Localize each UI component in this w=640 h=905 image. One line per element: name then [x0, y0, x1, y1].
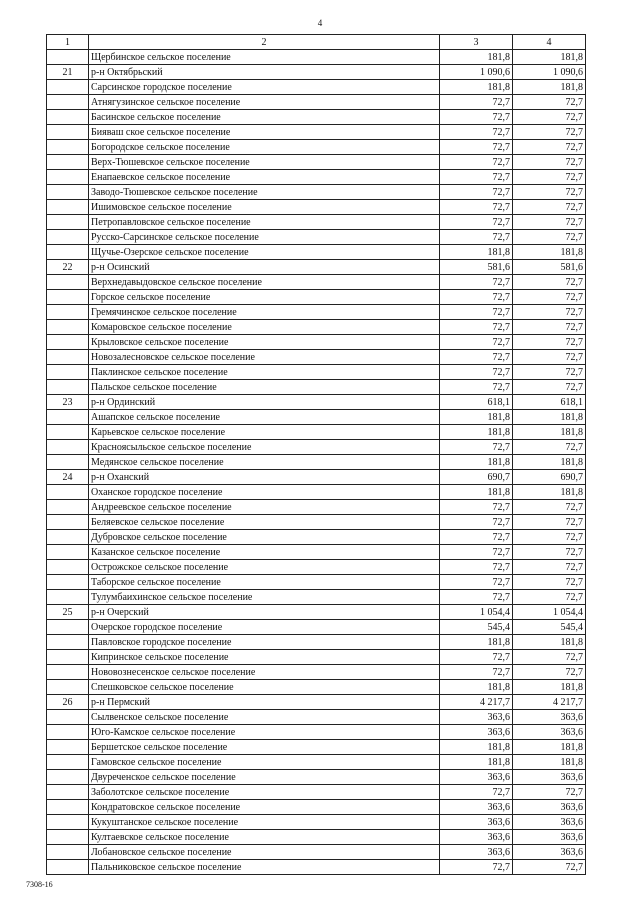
- value-col-3: 72,7: [440, 305, 513, 320]
- row-number: [47, 380, 89, 395]
- row-number: [47, 830, 89, 845]
- settlement-name: Горское сельское поселение: [89, 290, 440, 305]
- value-col-4: 72,7: [513, 200, 586, 215]
- row-number: [47, 425, 89, 440]
- table-body: [47, 35, 586, 875]
- settlement-name: Лобановское сельское поселение: [89, 845, 440, 860]
- table-row: [47, 215, 586, 230]
- value-col-4: 181,8: [513, 50, 586, 65]
- table-row: [47, 845, 586, 860]
- value-col-4: 181,8: [513, 755, 586, 770]
- value-col-3: 72,7: [440, 230, 513, 245]
- row-number: [47, 440, 89, 455]
- settlement-name: Бияваш ское сельское поселение: [89, 125, 440, 140]
- value-col-4: 72,7: [513, 275, 586, 290]
- settlement-name: Енапаевское сельское поселение: [89, 170, 440, 185]
- settlement-name: Петропавловское сельское поселение: [89, 215, 440, 230]
- value-col-4: 363,6: [513, 770, 586, 785]
- value-col-4: 181,8: [513, 425, 586, 440]
- value-col-4: 181,8: [513, 80, 586, 95]
- row-number: [47, 575, 89, 590]
- settlement-name: Русско-Сарсинское сельское поселение: [89, 230, 440, 245]
- value-col-4: 72,7: [513, 95, 586, 110]
- value-col-4: 618,1: [513, 395, 586, 410]
- value-col-3: 1 090,6: [440, 65, 513, 80]
- table-row: [47, 485, 586, 500]
- settlement-name: Кипринское сельское поселение: [89, 650, 440, 665]
- value-col-4: 72,7: [513, 530, 586, 545]
- value-col-4: 363,6: [513, 830, 586, 845]
- settlement-name: р-н Очерский: [89, 605, 440, 620]
- row-number: 25: [47, 605, 89, 620]
- settlement-name: Пальское сельское поселение: [89, 380, 440, 395]
- value-col-3: 72,7: [440, 215, 513, 230]
- value-col-3: 545,4: [440, 620, 513, 635]
- settlement-name: Щучье-Озерское сельское поселение: [89, 245, 440, 260]
- table-row: [47, 665, 586, 680]
- value-col-3: 72,7: [440, 95, 513, 110]
- row-number: [47, 560, 89, 575]
- table-row: [47, 650, 586, 665]
- value-col-4: 72,7: [513, 335, 586, 350]
- value-col-4: 1 054,4: [513, 605, 586, 620]
- settlement-name: Комаровское сельское поселение: [89, 320, 440, 335]
- value-col-4: 72,7: [513, 305, 586, 320]
- settlement-name: Басинское сельское поселение: [89, 110, 440, 125]
- value-col-4: 545,4: [513, 620, 586, 635]
- table-row: [47, 380, 586, 395]
- value-col-3: 181,8: [440, 680, 513, 695]
- district-row: [47, 470, 586, 485]
- value-col-3: 72,7: [440, 590, 513, 605]
- row-number: [47, 290, 89, 305]
- row-number: [47, 800, 89, 815]
- value-col-4: 72,7: [513, 380, 586, 395]
- value-col-3: 363,6: [440, 710, 513, 725]
- table-row: [47, 785, 586, 800]
- row-number: 23: [47, 395, 89, 410]
- row-number: [47, 305, 89, 320]
- value-col-3: 72,7: [440, 665, 513, 680]
- settlement-name: Андреевское сельское поселение: [89, 500, 440, 515]
- value-col-4: 4 217,7: [513, 695, 586, 710]
- table-row: [47, 155, 586, 170]
- value-col-4: 72,7: [513, 125, 586, 140]
- table-row: [47, 455, 586, 470]
- value-col-4: 181,8: [513, 410, 586, 425]
- value-col-4: 72,7: [513, 500, 586, 515]
- table-row: [47, 290, 586, 305]
- value-col-3: 363,6: [440, 725, 513, 740]
- value-col-3: 72,7: [440, 785, 513, 800]
- value-col-3: 72,7: [440, 290, 513, 305]
- settlement-name: Нововознесенское сельское поселение: [89, 665, 440, 680]
- settlement-name: Спешковское сельское поселение: [89, 680, 440, 695]
- district-row: [47, 695, 586, 710]
- table-row: [47, 365, 586, 380]
- value-col-3: 181,8: [440, 740, 513, 755]
- settlement-name: Заводо-Тюшевское сельское поселение: [89, 185, 440, 200]
- table-row: [47, 545, 586, 560]
- table-row: [47, 710, 586, 725]
- settlement-name: Оханское городское поселение: [89, 485, 440, 500]
- value-col-4: 72,7: [513, 440, 586, 455]
- row-number: [47, 230, 89, 245]
- row-number: [47, 485, 89, 500]
- settlement-name: Дубровское сельское поселение: [89, 530, 440, 545]
- value-col-3: 181,8: [440, 455, 513, 470]
- row-number: [47, 185, 89, 200]
- row-number: 21: [47, 65, 89, 80]
- document-code: 7308-16: [26, 880, 53, 889]
- settlement-name: Тулумбаихинское сельское поселение: [89, 590, 440, 605]
- settlement-name: р-н Пермский: [89, 695, 440, 710]
- value-col-3: 181,8: [440, 485, 513, 500]
- table-row: [47, 860, 586, 875]
- row-number: [47, 680, 89, 695]
- settlement-name: Ашапское сельское поселение: [89, 410, 440, 425]
- settlement-name: Богородское сельское поселение: [89, 140, 440, 155]
- value-col-4: 72,7: [513, 140, 586, 155]
- table-row: [47, 305, 586, 320]
- value-col-3: 72,7: [440, 380, 513, 395]
- value-col-3: 363,6: [440, 845, 513, 860]
- table-row: [47, 620, 586, 635]
- row-number: [47, 620, 89, 635]
- row-number: [47, 110, 89, 125]
- table-row: [47, 440, 586, 455]
- row-number: [47, 545, 89, 560]
- district-row: [47, 260, 586, 275]
- row-number: 24: [47, 470, 89, 485]
- row-number: [47, 665, 89, 680]
- settlement-name: Кондратовское сельское поселение: [89, 800, 440, 815]
- value-col-4: 72,7: [513, 560, 586, 575]
- value-col-4: 1 090,6: [513, 65, 586, 80]
- value-col-3: 72,7: [440, 140, 513, 155]
- settlement-name: Бершетское сельское поселение: [89, 740, 440, 755]
- row-number: [47, 500, 89, 515]
- settlement-name: Атнягузинское сельское поселение: [89, 95, 440, 110]
- table-row: [47, 830, 586, 845]
- settlement-name: Пальниковское сельское поселение: [89, 860, 440, 875]
- settlement-name: Казанское сельское поселение: [89, 545, 440, 560]
- row-number: [47, 515, 89, 530]
- district-row: [47, 395, 586, 410]
- value-col-3: 181,8: [440, 425, 513, 440]
- row-number: [47, 215, 89, 230]
- table-row: [47, 740, 586, 755]
- value-col-4: 581,6: [513, 260, 586, 275]
- value-col-3: 72,7: [440, 515, 513, 530]
- value-col-3: 72,7: [440, 350, 513, 365]
- table-row: [47, 275, 586, 290]
- header-col-3: 3: [440, 35, 513, 50]
- value-col-4: 72,7: [513, 650, 586, 665]
- row-number: [47, 80, 89, 95]
- row-number: [47, 50, 89, 65]
- row-number: [47, 170, 89, 185]
- settlement-name: Паклинское сельское поселение: [89, 365, 440, 380]
- table-row: [47, 110, 586, 125]
- settlement-name: Юго-Камское сельское поселение: [89, 725, 440, 740]
- settlement-name: Верхнедавыдовское сельское поселение: [89, 275, 440, 290]
- value-col-4: 72,7: [513, 590, 586, 605]
- page-number: 4: [317, 18, 323, 28]
- table-row: [47, 410, 586, 425]
- row-number: 22: [47, 260, 89, 275]
- value-col-4: 72,7: [513, 110, 586, 125]
- row-number: [47, 155, 89, 170]
- value-col-3: 4 217,7: [440, 695, 513, 710]
- settlement-name: Кукуштанское сельское поселение: [89, 815, 440, 830]
- value-col-3: 72,7: [440, 545, 513, 560]
- value-col-4: 181,8: [513, 680, 586, 695]
- value-col-4: 181,8: [513, 485, 586, 500]
- value-col-3: 363,6: [440, 815, 513, 830]
- settlement-name: Крыловское сельское поселение: [89, 335, 440, 350]
- value-col-3: 72,7: [440, 365, 513, 380]
- settlement-name: р-н Октябрьский: [89, 65, 440, 80]
- settlement-name: Медянское сельское поселение: [89, 455, 440, 470]
- value-col-3: 363,6: [440, 800, 513, 815]
- settlement-name: Щербинское сельское поселение: [89, 50, 440, 65]
- value-col-3: 72,7: [440, 185, 513, 200]
- value-col-4: 181,8: [513, 455, 586, 470]
- row-number: [47, 275, 89, 290]
- header-col-1: 1: [47, 35, 89, 50]
- settlement-name: Новозалесновское сельское поселение: [89, 350, 440, 365]
- settlement-name: Красноясыльское сельское поселение: [89, 440, 440, 455]
- row-number: [47, 755, 89, 770]
- table-row: [47, 770, 586, 785]
- settlement-name: Сылвенское сельское поселение: [89, 710, 440, 725]
- table-row: [47, 125, 586, 140]
- value-col-3: 181,8: [440, 50, 513, 65]
- table-row: [47, 500, 586, 515]
- table-row: [47, 755, 586, 770]
- table-row: [47, 170, 586, 185]
- settlement-name: р-н Оханский: [89, 470, 440, 485]
- value-col-4: 72,7: [513, 365, 586, 380]
- value-col-4: 72,7: [513, 860, 586, 875]
- value-col-4: 72,7: [513, 665, 586, 680]
- row-number: [47, 335, 89, 350]
- value-col-3: 72,7: [440, 200, 513, 215]
- row-number: [47, 860, 89, 875]
- settlement-name: Острожское сельское поселение: [89, 560, 440, 575]
- value-col-3: 181,8: [440, 755, 513, 770]
- table-row: [47, 335, 586, 350]
- table-row: [47, 50, 586, 65]
- settlement-name: р-н Осинский: [89, 260, 440, 275]
- row-number: [47, 245, 89, 260]
- value-col-3: 72,7: [440, 860, 513, 875]
- table-row: [47, 815, 586, 830]
- settlement-name: Очерское городское поселение: [89, 620, 440, 635]
- settlement-name: Култаевское сельское поселение: [89, 830, 440, 845]
- value-col-3: 181,8: [440, 635, 513, 650]
- value-col-3: 1 054,4: [440, 605, 513, 620]
- value-col-4: 72,7: [513, 155, 586, 170]
- table-row: [47, 350, 586, 365]
- value-col-3: 72,7: [440, 320, 513, 335]
- table-row: [47, 200, 586, 215]
- settlement-name: Таборское сельское поселение: [89, 575, 440, 590]
- value-col-3: 181,8: [440, 245, 513, 260]
- value-col-4: 72,7: [513, 350, 586, 365]
- table-row: [47, 320, 586, 335]
- value-col-3: 72,7: [440, 575, 513, 590]
- settlement-name: Гамовское сельское поселение: [89, 755, 440, 770]
- table-row: [47, 680, 586, 695]
- value-col-3: 72,7: [440, 530, 513, 545]
- settlement-name: Гремячинское сельское поселение: [89, 305, 440, 320]
- row-number: [47, 410, 89, 425]
- table-row: [47, 140, 586, 155]
- value-col-4: 72,7: [513, 575, 586, 590]
- settlement-name: Заболотское сельское поселение: [89, 785, 440, 800]
- settlement-name: р-н Ординский: [89, 395, 440, 410]
- district-row: [47, 65, 586, 80]
- row-number: [47, 125, 89, 140]
- value-col-3: 72,7: [440, 560, 513, 575]
- value-col-4: 72,7: [513, 320, 586, 335]
- settlement-name: Верх-Тюшевское сельское поселение: [89, 155, 440, 170]
- value-col-4: 363,6: [513, 845, 586, 860]
- row-number: [47, 530, 89, 545]
- table-row: [47, 185, 586, 200]
- value-col-4: 72,7: [513, 785, 586, 800]
- value-col-4: 72,7: [513, 170, 586, 185]
- table-row: [47, 425, 586, 440]
- settlement-name: Двуреченское сельское поселение: [89, 770, 440, 785]
- header-col-2: 2: [89, 35, 440, 50]
- row-number: [47, 740, 89, 755]
- value-col-4: 72,7: [513, 185, 586, 200]
- value-col-4: 72,7: [513, 230, 586, 245]
- table-row: [47, 575, 586, 590]
- table-row: [47, 530, 586, 545]
- header-row: [47, 35, 586, 50]
- value-col-3: 72,7: [440, 335, 513, 350]
- row-number: [47, 350, 89, 365]
- value-col-4: 72,7: [513, 290, 586, 305]
- value-col-3: 72,7: [440, 110, 513, 125]
- table-row: [47, 95, 586, 110]
- value-col-4: 181,8: [513, 635, 586, 650]
- value-col-4: 72,7: [513, 545, 586, 560]
- row-number: [47, 200, 89, 215]
- row-number: [47, 815, 89, 830]
- value-col-4: 363,6: [513, 800, 586, 815]
- value-col-3: 618,1: [440, 395, 513, 410]
- row-number: [47, 785, 89, 800]
- row-number: [47, 365, 89, 380]
- budget-table: [46, 34, 586, 875]
- value-col-3: 72,7: [440, 650, 513, 665]
- row-number: [47, 650, 89, 665]
- value-col-3: 181,8: [440, 410, 513, 425]
- value-col-4: 181,8: [513, 740, 586, 755]
- table-row: [47, 230, 586, 245]
- table-row: [47, 800, 586, 815]
- value-col-3: 363,6: [440, 830, 513, 845]
- row-number: [47, 725, 89, 740]
- value-col-3: 72,7: [440, 170, 513, 185]
- value-col-3: 72,7: [440, 125, 513, 140]
- value-col-4: 181,8: [513, 245, 586, 260]
- value-col-4: 363,6: [513, 815, 586, 830]
- row-number: [47, 590, 89, 605]
- table-row: [47, 635, 586, 650]
- value-col-3: 72,7: [440, 155, 513, 170]
- row-number: 26: [47, 695, 89, 710]
- settlement-name: Сарсинское городское поселение: [89, 80, 440, 95]
- district-row: [47, 605, 586, 620]
- value-col-3: 72,7: [440, 275, 513, 290]
- value-col-3: 72,7: [440, 500, 513, 515]
- row-number: [47, 635, 89, 650]
- value-col-4: 363,6: [513, 710, 586, 725]
- settlement-name: Карьевское сельское поселение: [89, 425, 440, 440]
- table-row: [47, 515, 586, 530]
- value-col-4: 72,7: [513, 215, 586, 230]
- settlement-name: Беляевское сельское поселение: [89, 515, 440, 530]
- value-col-3: 363,6: [440, 770, 513, 785]
- row-number: [47, 320, 89, 335]
- settlement-name: Ишимовское сельское поселение: [89, 200, 440, 215]
- value-col-4: 72,7: [513, 515, 586, 530]
- value-col-4: 363,6: [513, 725, 586, 740]
- row-number: [47, 710, 89, 725]
- value-col-3: 181,8: [440, 80, 513, 95]
- row-number: [47, 455, 89, 470]
- table-row: [47, 245, 586, 260]
- header-col-4: 4: [513, 35, 586, 50]
- table-row: [47, 80, 586, 95]
- row-number: [47, 140, 89, 155]
- row-number: [47, 845, 89, 860]
- row-number: [47, 770, 89, 785]
- table-row: [47, 560, 586, 575]
- table-row: [47, 725, 586, 740]
- value-col-4: 690,7: [513, 470, 586, 485]
- row-number: [47, 95, 89, 110]
- value-col-3: 72,7: [440, 440, 513, 455]
- table-row: [47, 590, 586, 605]
- value-col-3: 690,7: [440, 470, 513, 485]
- settlement-name: Павловское городское поселение: [89, 635, 440, 650]
- value-col-3: 581,6: [440, 260, 513, 275]
